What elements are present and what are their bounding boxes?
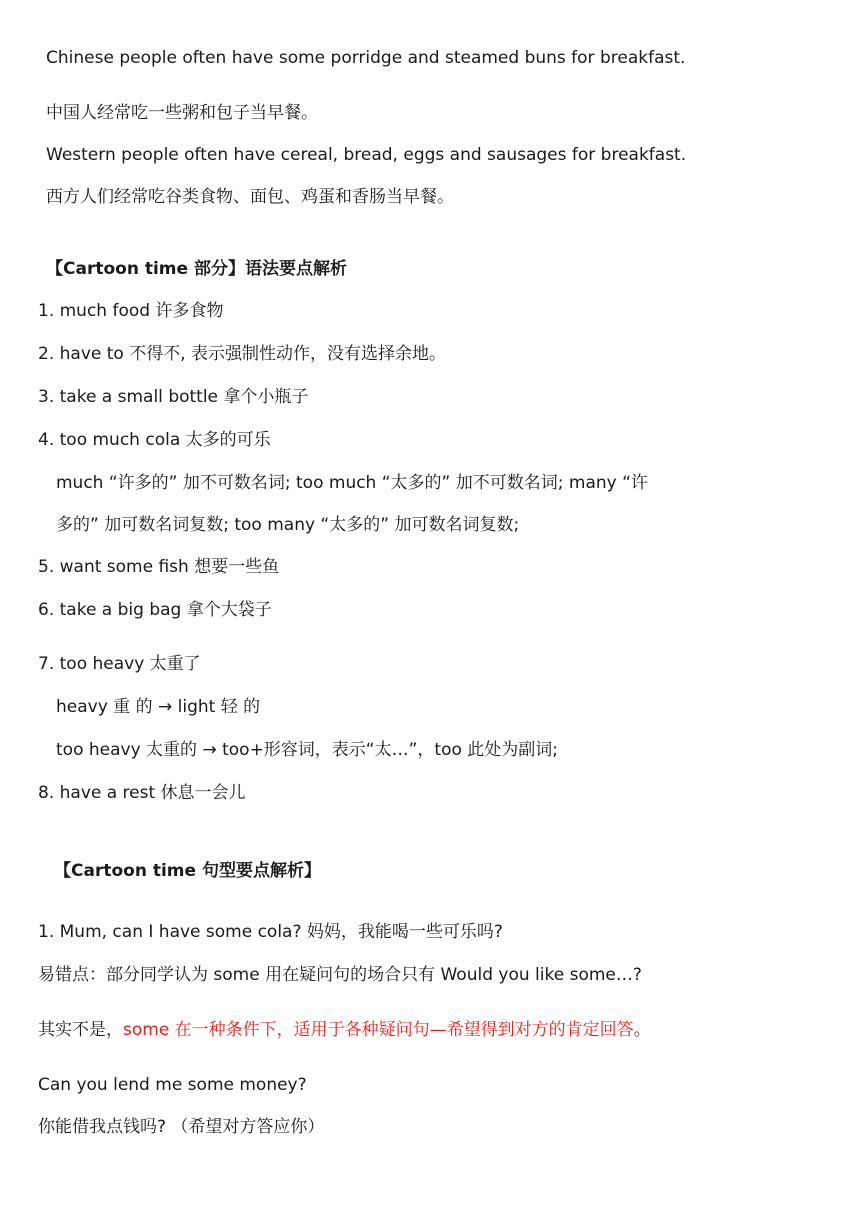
sentence-fact-suffix: 。 [633,1020,651,1040]
sentence-fact [38,1019,651,1041]
intro-line-chinese-1: 中国人经常吃一些粥和包子当早餐。 [46,103,318,123]
sentence-fact-highlight: some 在一种条件下，适用于各种疑问句—希望得到对方的肯定回答 [123,1020,634,1040]
grammar-item: 6. take a big bag 拿个大袋子 [38,600,272,620]
sentence-question: 1. Mum, can I have some cola? 妈妈，我能喝一些可乐吗? [38,922,503,942]
sentence-fact-prefix: 其实不是， [38,1020,123,1040]
grammar-item: 7. too heavy 太重了 [38,654,201,674]
grammar-item: 4. too much cola 太多的可乐 [38,430,271,450]
grammar-item: 1. much food 许多食物 [38,301,224,321]
intro-line-chinese-2: 西方人们经常吃谷类食物、面包、鸡蛋和香肠当早餐。 [46,187,454,207]
example-chinese: 你能借我点钱吗? （希望对方答应你） [38,1117,325,1137]
grammar-item: 2. have to 不得不, 表示强制性动作，没有选择余地。 [38,344,447,364]
grammar-item-detail: much “许多的” 加不可数名词; too much “太多的” 加不可数名词; many “许 [56,473,648,493]
intro-line-english-2: Western people often have cereal, bread, eggs and sausages for breakfast. [46,145,687,165]
grammar-item: 5. want some fish 想要一些鱼 [38,557,280,577]
grammar-item-detail: heavy 重 的 → light 轻 的 [56,697,261,717]
example-english: Can you lend me some money? [38,1075,307,1095]
grammar-item-detail: too heavy 太重的 → too+形容词，表示“太…”，too 此处为副词; [56,740,559,760]
grammar-heading: 【Cartoon time 部分】语法要点解析 [46,259,347,279]
grammar-item: 3. take a small bottle 拿个小瓶子 [38,387,309,407]
grammar-item-detail: 多的” 加可数名词复数; too many “太多的” 加可数名词复数; [56,515,520,535]
grammar-item: 8. have a rest 休息一会儿 [38,783,246,803]
intro-line-english-1: Chinese people often have some porridge and steamed buns for breakfast. [46,48,686,68]
sentence-note: 易错点：部分同学认为 some 用在疑问句的场合只有 Would you like some…? [38,965,642,985]
sentence-heading: 【Cartoon time 句型要点解析】 [54,861,321,881]
